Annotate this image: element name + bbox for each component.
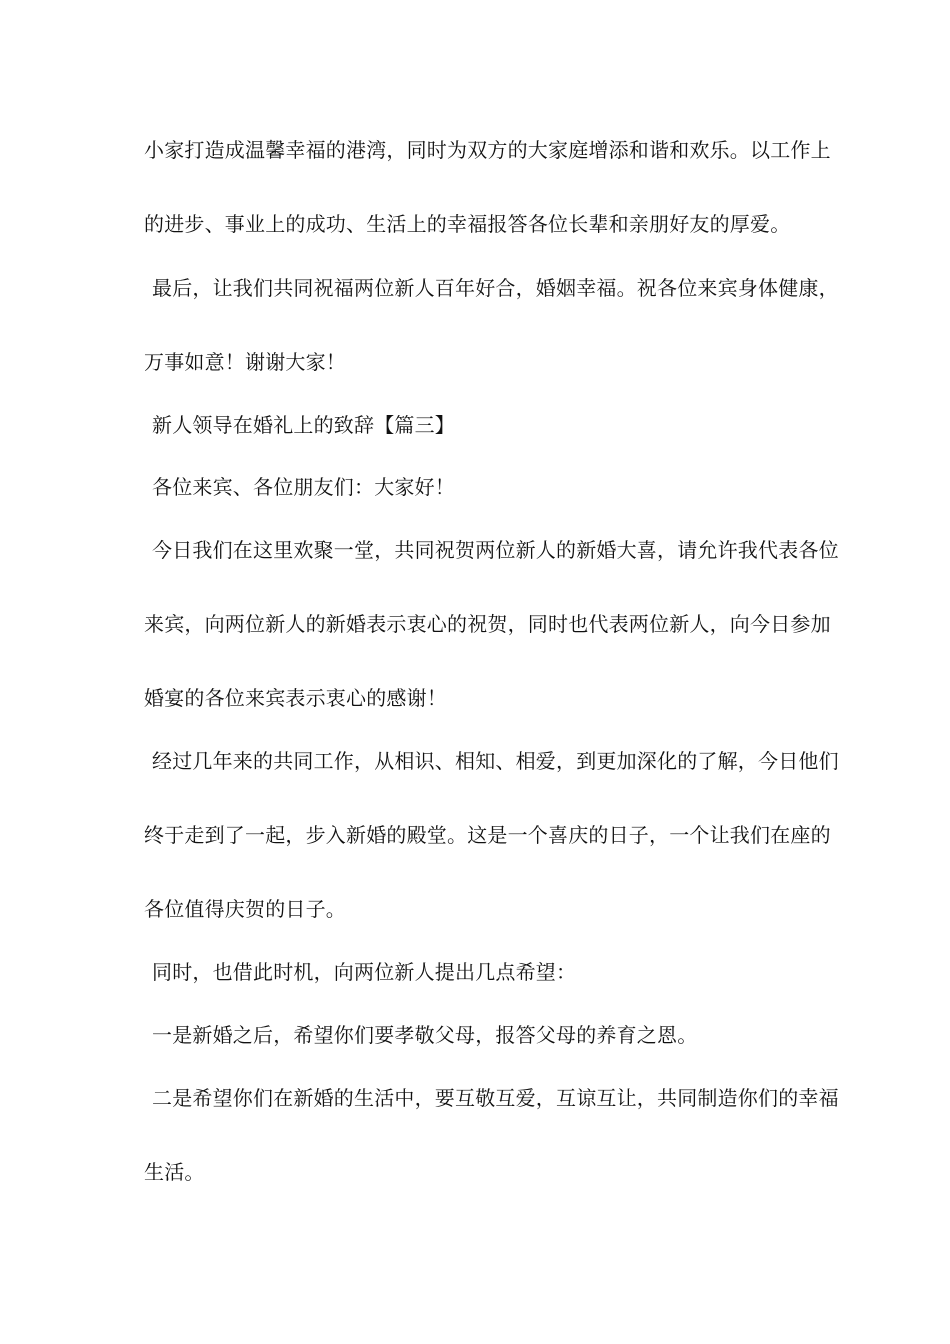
paragraph-line: 的进步、事业上的成功、生活上的幸福报答各位长辈和亲朋好友的厚爱。 bbox=[144, 212, 791, 236]
paragraph-line: 最后，让我们共同祝福两位新人百年好合，婚姻幸福。祝各位来宾身体健康， bbox=[152, 276, 839, 300]
paragraph-line: 小家打造成温馨幸福的港湾，同时为双方的大家庭增添和谐和欢乐。以工作上 bbox=[144, 138, 831, 162]
paragraph-line: 婚宴的各位来宾表示衷心的感谢！ bbox=[144, 686, 447, 710]
paragraph-line: 万事如意！谢谢大家！ bbox=[144, 350, 346, 374]
paragraph-line: 今日我们在这里欢聚一堂，共同祝贺两位新人的新婚大喜，请允许我代表各位 bbox=[152, 538, 839, 562]
salutation-line: 各位来宾、各位朋友们：大家好！ bbox=[152, 475, 455, 499]
paragraph-line: 来宾，向两位新人的新婚表示衷心的祝贺，同时也代表两位新人，向今日参加 bbox=[144, 612, 831, 636]
paragraph-line: 二是希望你们在新婚的生活中，要互敬互爱，互谅互让，共同制造你们的幸福 bbox=[152, 1086, 839, 1110]
paragraph-line: 生活。 bbox=[144, 1160, 205, 1184]
paragraph-line: 终于走到了一起，步入新婚的殿堂。这是一个喜庆的日子，一个让我们在座的 bbox=[144, 823, 831, 847]
paragraph-line: 经过几年来的共同工作，从相识、相知、相爱，到更加深化的了解，今日他们 bbox=[152, 749, 839, 773]
paragraph-line: 各位值得庆贺的日子。 bbox=[144, 897, 346, 921]
paragraph-line: 同时，也借此时机，向两位新人提出几点希望： bbox=[152, 960, 577, 984]
section-heading: 新人领导在婚礼上的致辞【篇三】 bbox=[152, 413, 455, 437]
paragraph-line: 一是新婚之后，希望你们要孝敬父母，报答父母的养育之恩。 bbox=[152, 1023, 698, 1047]
